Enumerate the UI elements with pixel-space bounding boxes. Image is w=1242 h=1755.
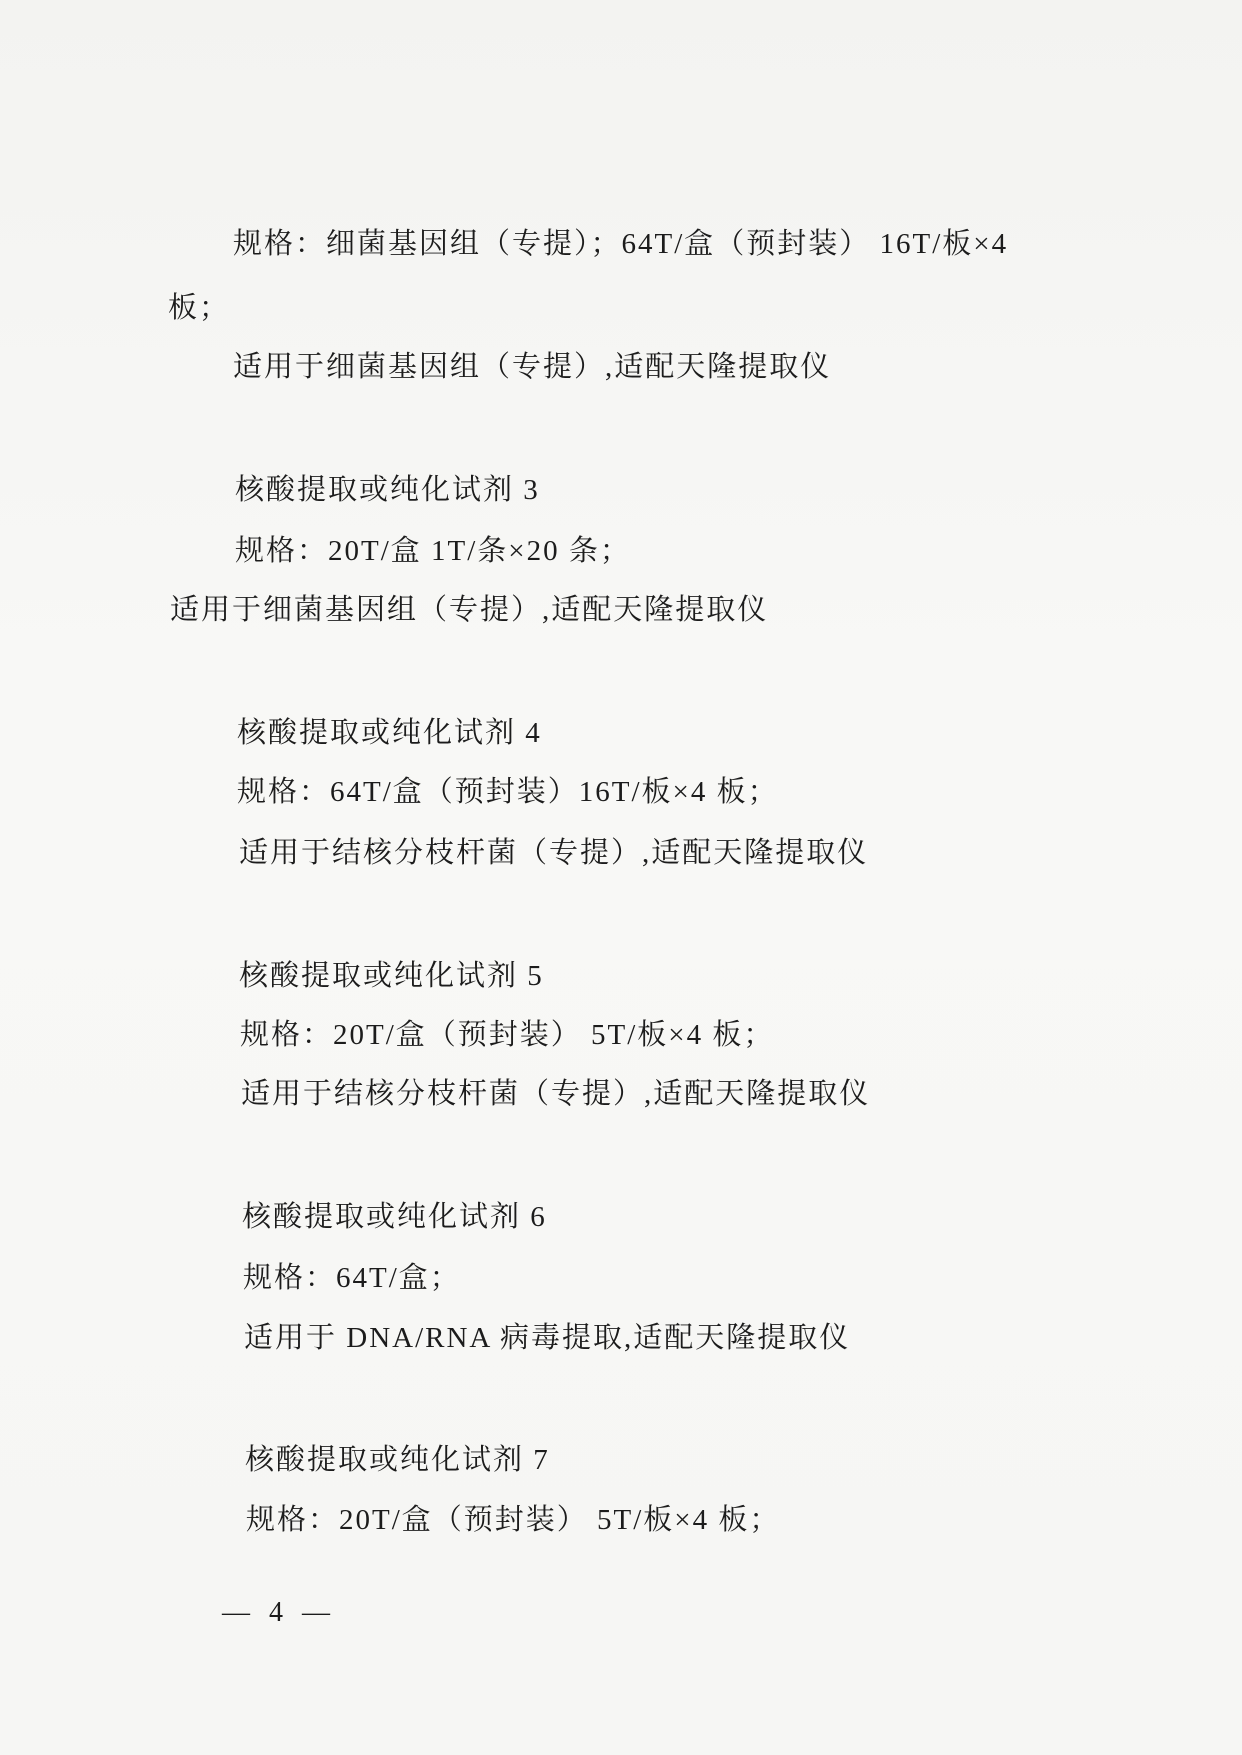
usage-line: 适用于 DNA/RNA 病毒提取,适配天隆提取仪 bbox=[244, 1322, 851, 1354]
spec-line-continued: 板； bbox=[168, 292, 231, 324]
item-title: 核酸提取或纯化试剂 7 bbox=[245, 1444, 550, 1476]
item-title: 核酸提取或纯化试剂 3 bbox=[235, 474, 540, 506]
usage-line: 适用于细菌基因组（专提）,适配天隆提取仪 bbox=[233, 351, 832, 383]
spec-line: 规格：20T/盒（预封装） 5T/板×4 板； bbox=[240, 1019, 775, 1051]
usage-line: 适用于结核分枝杆菌（专提）,适配天隆提取仪 bbox=[241, 1078, 871, 1110]
item-title: 核酸提取或纯化试剂 4 bbox=[237, 717, 542, 749]
spec-line: 规格：64T/盒； bbox=[243, 1262, 461, 1294]
item-title: 核酸提取或纯化试剂 6 bbox=[242, 1201, 547, 1233]
usage-line: 适用于细菌基因组（专提）,适配天隆提取仪 bbox=[170, 594, 769, 626]
page-number: — 4 — bbox=[222, 1597, 336, 1628]
spec-line: 规格：20T/盒 1T/条×20 条； bbox=[235, 535, 631, 567]
usage-line: 适用于结核分枝杆菌（专提）,适配天隆提取仪 bbox=[239, 837, 869, 869]
spec-line: 规格：64T/盒（预封装）16T/板×4 板； bbox=[237, 776, 779, 808]
spec-line: 规格：20T/盒（预封装） 5T/板×4 板； bbox=[246, 1504, 781, 1536]
spec-line: 规格：细菌基因组（专提）；64T/盒（预封装） 16T/板×4 bbox=[233, 228, 1009, 260]
item-title: 核酸提取或纯化试剂 5 bbox=[239, 960, 544, 992]
